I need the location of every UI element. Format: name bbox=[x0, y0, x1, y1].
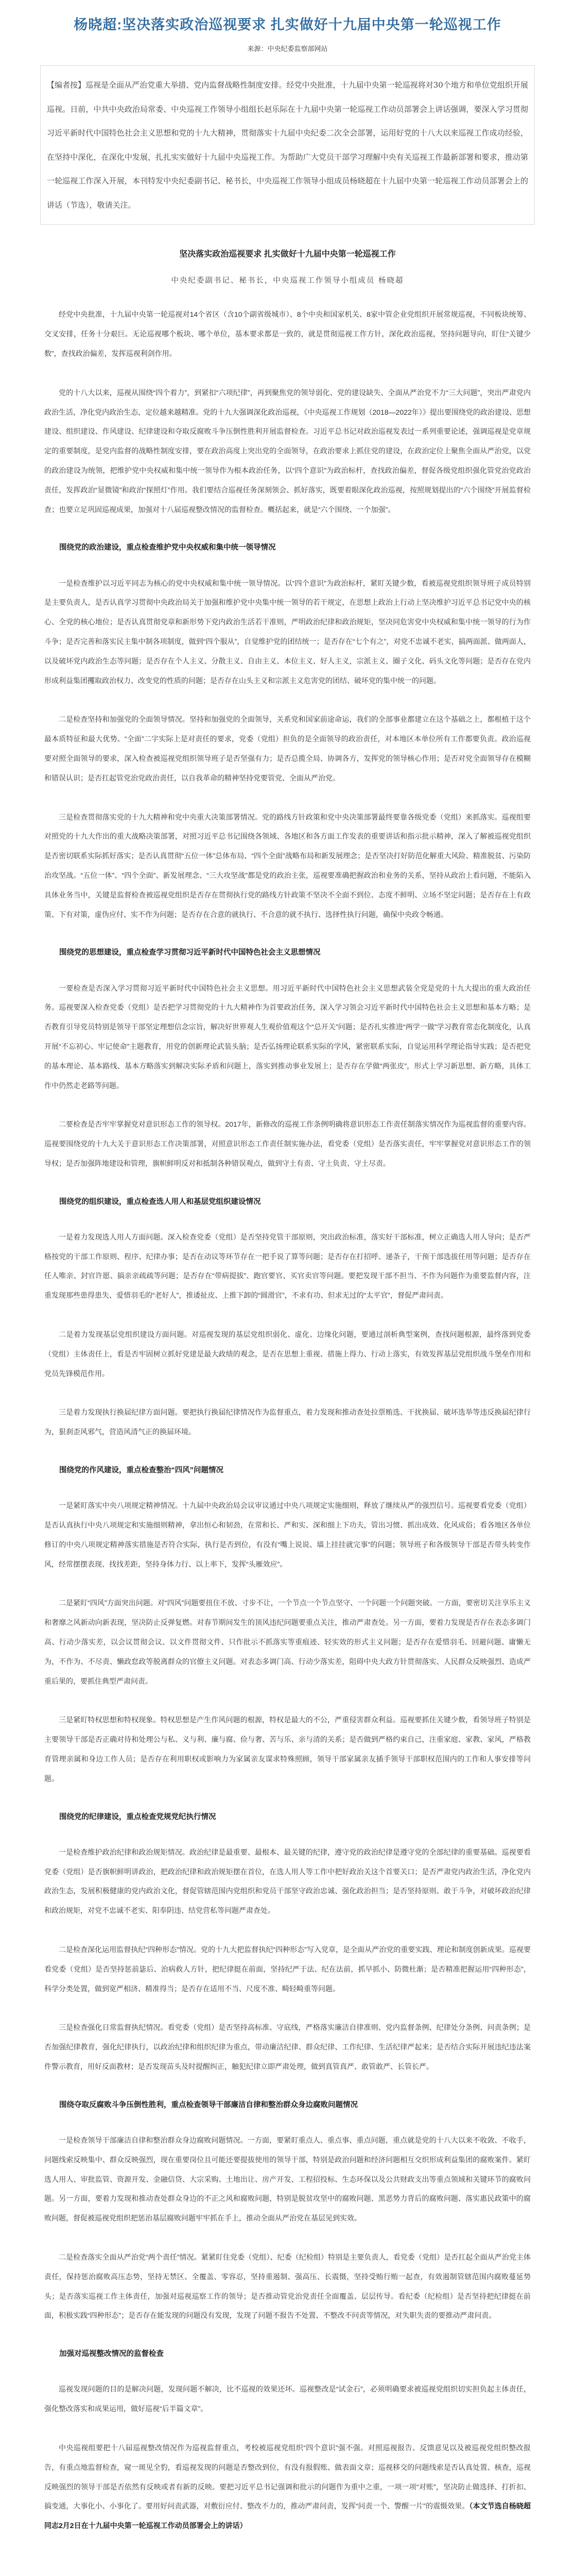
section-heading: 围绕党的组织建设，重点检查选人用人和基层党组织建设情况 bbox=[59, 1197, 261, 1206]
article-heading: 坚决落实政治巡视要求 扎实做好十九届中央第一轮巡视工作 bbox=[179, 250, 396, 259]
paragraph: 三是检查贯彻落实党的十九大精神和党中央重大决策部署情况。党的路线方针政策和党中央决策部署最终要靠各级党委（党组）来抓落实。巡视组要对照党的十九大作出的重大战略决策部署，对照习近平总书记围绕各领域、各地区和各方面工作发表的重要讲话和指示批示精神，深入了解被巡视党组织是否密切联系实际抓好落实；是否认真贯彻“五位一体”总体布局、“四个全面”战略布局和新发展理念；是否坚决打好防范化解重大风险、精准脱贫、污染防治攻坚战。“五位一体”、“四个全面”、新发展理念、“三大攻坚战”都是党的政治主张，巡视要准确把握政治和业务的关系，坚持从政治上看问题，不能陷入具体业务当中，关键是监督检查被巡视党组织是否存在贯彻执行党的路线方针政策不坚决不全面不到位、态度不鲜明、立场不坚定问题；是否存在上有政策、下有对策，虚伪应付、实不作为问题；是否存在合意的就执行、不合意的就不执行、选择性执行问题，确保中央政令畅通。 bbox=[44, 812, 531, 919]
paragraph: 中央巡视组要把十八届巡视整改情况作为巡视监督重点，考校被巡视党组织“四个意识”强不强。对照巡视报告、反馈意见以及被巡视党组织整改报告，有重点地监督检查，窥一斑见全豹，看巡视发现的问题是否整改到位，有没有报假账、做表面文章；巡视移交的问题线索是否认真处置、核查，巡视反映强烈的领导干部是否依然有反映或者有新的反映。要把习近平总书记强调和批示的问题作为重中之重，一项一项“对账”，坚决防止做选择、打折扣、搞变通，大事化小、小事化了。要用好问责武器，对敷衍应付、整改不力的，推动严肃问责，发挥“问责一个、警醒一片”的震慑效果。（本文节选自杨晓超同志2月2日在十九届中央第一轮巡视工作动员部署会上的讲话） bbox=[44, 2443, 531, 2530]
section-heading: 围绕夺取反腐败斗争压倒性胜利，重点检查领导干部廉洁自律和整治群众身边腐败问题情况 bbox=[59, 2100, 358, 2109]
paragraph: 巡视发现问题的目的是解决问题，发现问题不解决，比不巡视的效果还坏。巡视整改是“试金石”，必须明确要求被巡视党组织切实担负起主体责任，强化整改落实和成果运用，做好巡视“后半篇文章”。 bbox=[44, 2385, 531, 2413]
paragraph: 二是检查坚持和加强党的全面领导情况。坚持和加强党的全面领导，关系党和国家前途命运，我们的全部事业都建立在这个基础之上，都根植于这个最本质特征和最大优势。“全面”二字实际上是对责任的要求，党委（党组）担负的是全面领导的政治责任，对本地区本单位所有工作都要负责。政治巡视要对照全面领导的要求，深入检查被巡视党组织领导班子是否坚强有力；是否总揽全局、协调各方，发挥党的领导核心作用；是否对党全面领导存在模糊和错误认识；是否扛起管党治党政治责任，以自我革命的精神坚持党要管党、全面从严治党。 bbox=[44, 715, 531, 782]
paragraph: 二是检查深化运用监督执纪“四种形态”情况。党的十九大把监督执纪“四种形态”写入党章，是全面从严治党的重要实践、理论和制度创新成果。巡视要看党委（党组）是否坚持惩前毖后、治病救人方针，把纪律挺在前面，坚持纪严于法、纪在法前，抓早抓小、防微杜渐；是否精准把握运用“四种形态”，科学分类处置，做到宽严相济、精准得当；是否存在适用不当、尺度不准、畸轻畸重等问题。 bbox=[44, 1945, 531, 1993]
section-heading: 围绕党的作风建设，重点检查整治“四风”问题情况 bbox=[59, 1466, 223, 1475]
paragraph: 一是检查领导干部廉洁自律和整治群众身边腐败问题情况。一方面，要紧盯重点人、重点事、重点问题，重点就是党的十八大以来不收敛、不收手，问题线索反映集中、群众反映强烈，现在重要岗位且可能还要提拔使用的领导干部，特别是政治问题和经济问题相互交织形成利益集团的腐败案件。紧盯选人用人、审批监管、资源开发、金融信贷、大宗采购、土地出让、房产开发、工程招投标、生态环保以及公共财政支出等重点领域和关键环节的腐败问题。另一方面，要着力发现和推动查处群众身边的不正之风和腐败问题，特别是脱贫攻坚中的腐败问题、黑恶势力背后的腐败问题、落实惠民政策中的腐败问题，督促被巡视党组织把惩治基层腐败问题牢牢抓在手上，推动全面从严治党在基层见到实效。 bbox=[44, 2136, 531, 2223]
paragraph: 一是检查维护以习近平同志为核心的党中央权威和集中统一领导情况。以“四个意识”为政治标杆，紧盯关键少数，看被巡视党组织领导班子成员特别是主要负责人，是否认真学习贯彻中央政治局关于加强和维护党中央集中统一领导的若干规定，在思想上政治上行动上坚决维护习近平总书记党中央的核心、全党的核心地位；是否认真贯彻党章和新形势下党内政治生活若干准则，严明政治纪律和政治规矩，坚决同危害党中央权威和集中统一领导的行为作斗争；是否完善和落实民主集中制各项制度，做到“四个服从”，自觉维护党的团结统一；是否存在“七个有之”，对党不忠诚不老实，搞两面派、做两面人，以及破坏党内政治生态等问题；是否存在个人主义、分散主义、自由主义、本位主义、好人主义，宗派主义、圈子文化、码头文化等问题；是否存在党内形成利益集团攫取政治权力、改变党的性质的问题；是否存在山头主义和宗派主义危害党的团结、破坏党的集中统一的问题。 bbox=[44, 579, 531, 685]
page-title: 杨晓超:坚决落实政治巡视要求 扎实做好十九届中央第一轮巡视工作 bbox=[74, 17, 501, 32]
article-byline: 中央纪委副书记、秘书长，中央巡视工作领导小组成员 杨晓超 bbox=[171, 277, 404, 285]
editor-note-box: 【编者按】巡视是全面从严治党重大举措、党内监督战略性制度安排。经党中央批准，十九届中央第一轮巡视将对30个地方和单位党组织开展巡视。日前，中共中央政治局常委、中央巡视工作领导小组组长赵乐际在十九届中央第一轮巡视工作动员部署会上讲话强调，要深入学习贯彻习近平新时代中国特色社会主义思想和党的十九大精神，贯彻落实十九届中央纪委二次全会部署，运用好党的十八大以来巡视工作成功经验，在坚持中深化，在深化中发展，扎扎实实做好十九届中央巡视工作。为帮助广大党员干部学习理解中央有关巡视工作最新部署和要求，推动第一轮巡视工作深入开展，本刊特发中央纪委副书记、秘书长，中央巡视工作领导小组成员杨晓超在十九届中央第一轮巡视工作动员部署会上的讲话（节选），敬请关注。 bbox=[40, 65, 535, 225]
paragraph: 二是检查落实全面从严治党“两个责任”情况。紧紧盯住党委（党组）、纪委（纪检组）特别是主要负责人，看党委（党组）是否扛起全面从严治党主体责任，保持惩治腐败高压态势，坚持无禁区、全覆盖、零容忍，坚持重遏制、强高压、长震慑，坚持受贿行贿一起查，有效遏制管辖范围内腐败蔓延势头；是否落实巡视工作主体责任，加强对巡视巡察工作的领导；是否推动管党治党责任全面覆盖、层层传导。看纪委（纪检组）是否坚持把纪律挺在前面，积极实践“四种形态”；是否存在能发现的问题没有发现，发现了问题不报告不处置、不整改不问责等情况，对失职失责的要推动严肃问责。 bbox=[44, 2252, 531, 2320]
paragraph: 一是检查维护政治纪律和政治规矩情况。政治纪律是最重要、最根本、最关键的纪律，遵守党的政治纪律是遵守党的全部纪律的重要基础。巡视要看党委（党组）是否旗帜鲜明讲政治，把政治纪律和政治规矩摆在首位，在选人用人等工作中把好政治关这个首要关口；是否严肃党内政治生活，净化党内政治生态，发展积极健康的党内政治文化，督促管辖范围内党组织和党员干部坚守政治忠诚、强化政治担当；是否坚持原则、敢于斗争，对破坏政治纪律和政治规矩，对党不忠诚不老实、阳奉阴违、结党营私等问题严肃查处。 bbox=[44, 1848, 531, 1915]
paragraph: 一要检查是否深入学习贯彻习近平新时代中国特色社会主义思想。用习近平新时代中国特色社会主义思想武装全党是党的十九大提出的重大政治任务。巡视要深入检查党委（党组）是否把学习贯彻党的十九大精神作为首要政治任务，深入学习领会习近平新时代中国特色社会主义思想和基本方略；是否教育引导党员特别是领导干部坚定理想信念宗旨，解决好世界观人生观价值观这个“总开关”问题；是否扎实推进“两学一做”学习教育常态化制度化，认真开展“不忘初心、牢记使命”主题教育，用党的创新理论武装头脑；是否弘扬理论联系实际的学风，紧密联系实际，自觉运用科学理论指导实践；是否把党的基本理论、基本路线、基本方略落实到解决实际矛盾和问题上，落实到推动事业发展上；是否存在学做“两张皮”，形式上学习新思想、新方略，具体工作中仍然走老路等问题。 bbox=[44, 984, 531, 1090]
section-heading: 围绕党的政治建设，重点检查维护党中央权威和集中统一领导情况 bbox=[59, 544, 276, 552]
paragraph: 一是紧盯落实中央八项规定精神情况。十九届中央政治局会议审议通过中央八项规定实施细则，释放了继续从严的强烈信号。巡视要看党委（党组）是否认真执行中央八项规定和实施细则精神，拿出恒心和韧劲，在常和长、严和实、深和细上下功夫，管出习惯、抓出成效、化风成俗；看各地区各单位修订的中央八项规定精神落实措施是否符合实际，执行是否到位，有没有“嘴上说说、墙上挂挂就完事”的问题；领导班子和各级领导干部是否带头转变作风，经常摆摆表现、找找差距，坚持身体力行、以上率下，发挥“头雁效应”。 bbox=[44, 1501, 531, 1568]
paragraph: 二是着力发现基层党组织建设方面问题。对巡视发现的基层党组织弱化、虚化、边缘化问题，要通过剖析典型案例，查找问题根源，最终落到党委（党组）主体责任上，看是否牢固树立抓好党建是最大政绩的观念，是否在思想上重视、措施上得力、行动上落实，有效发挥基层党组织战斗堡垒作用和党员先锋模范作用。 bbox=[44, 1330, 531, 1378]
article-body bbox=[44, 305, 531, 2535]
section-heading: 围绕党的纪律建设，重点检查党规党纪执行情况 bbox=[59, 1812, 216, 1821]
paragraph: 二要检查是否牢牢掌握党对意识形态工作的领导权。2017年，新修改的巡视工作条例明确将意识形态工作责任制落实情况作为巡视监督的重要内容。巡视要围绕党的十九大关于意识形态工作决策部署，对照意识形态工作责任制实施办法，看党委（党组）是否落实责任，牢牢掌握党对意识形态工作的领导权；是否加强阵地建设和管理，旗帜鲜明反对和抵制各种错误观点，做到守土有责、守土负责、守土尽责。 bbox=[44, 1120, 531, 1167]
paragraph: 二是紧盯“四风”方面突出问题。对“四风”问题要扭住不放、寸步不让，一个节点一个节点坚守、一个问题一个问题突破。一方面，要密切关注享乐主义和奢靡之风新动向新表现，坚决防止反弹复燃。对春节期间发生的顶风违纪问题要重点关注，推动严肃查处。另一方面，要着力发现是否存在表态多调门高、行动少落实差，以会议贯彻会议、以文件贯彻文件、只作批示不抓落实等重痕迹、轻实效的形式主义问题；是否存在爱惜羽毛、回避问题、庸懒无为，不作为、不尽责、懒政怠政等脱离群众的官僚主义问题。对表态多调门高、行动少落实差，阻碍中央大政方针贯彻落实、人民群众反映强烈、造成严重后果的，要抓住典型严肃问责。 bbox=[44, 1599, 531, 1685]
paragraph: 一是着力发现选人用人方面问题。深入检查党委（党组）是否坚持党管干部原则，突出政治标准，落实好干部标准，树立正确选人用人导向；是否严格按党的干部工作原则、程序、纪律办事；是否在动议等环节存在一把手说了算等问题；是否存在打招呼、递条子，干预干部选拔任用等问题；是否存在任人唯亲、封官许愿、搞亲亲疏疏等问题；是否存在“带病提拔”、跑官要官、买官卖官等问题。要把发现干部不担当、不作为问题作为重要监督内容，注重发现那些患得患失、爱惜羽毛的“老好人”，推诿扯皮、上推下卸的“圆滑官”，不求有功、但求无过的“太平官”，督促严肃问责。 bbox=[44, 1232, 531, 1300]
section-heading: 围绕党的思想建设，重点检查学习贯彻习近平新时代中国特色社会主义思想情况 bbox=[59, 948, 321, 957]
paragraph: 党的十八大以来，巡视从围绕“四个着力”，到紧扣“六项纪律”，再到聚焦党的领导弱化、党的建设缺失、全面从严治党不力“三大问题”，突出严肃党内政治生活，净化党内政治生态，定位越来越精准。党的十九大强调深化政治巡视，《中央巡视工作规划（2018—2022年）》提出要围绕党的政治建设、思想建设、组织建设、作风建设、纪律建设和夺取反腐败斗争压倒性胜利开展监督检查。习近平总书记对政治巡视发表过一系列重要论述，强调巡视是党章规定的重要制度，是党内监督的战略性制度安排，要在政治高度上突出党的全面领导，在政治要求上抓住党的建设，在政治定位上聚焦全面从严治党，以党的政治建设为统领，把维护党中央权威和集中统一领导作为根本政治任务，以“四个意识”为政治标杆，查找政治偏差，督促各级党组织强化管党治党政治责任，发挥政治“显微镜”和政治“探照灯”作用。我们要结合巡视任务深刻领会、抓好落实，既要着眼深化政治巡视，按照规划提出的“六个围绕”开展监督检查；也要立足巩固巡视成果，加强对十八届巡视整改情况的监督检查。概括起来，就是“六个围绕、一个加强”。 bbox=[44, 388, 531, 514]
paragraph: 三是着力发现执行换届纪律方面问题。要把执行换届纪律情况作为监督重点，着力发现和推动查处拉票贿选、干扰换届、破坏选举等违反换届纪律行为，狠刹歪风邪气，营造风清气正的换届环境。 bbox=[44, 1408, 531, 1436]
paragraph: 经党中央批准，十九届中央第一轮巡视对14个省区（含10个副省级城市）、8个中央和国家机关、8家中管企业党组织开展常规巡视，不同板块统筹、交叉安排，任务十分艰巨。无论巡视哪个板块、哪个单位，基本要求都是一致的，就是贯彻巡视工作方针，深化政治巡视，坚持问题导向，盯住“关键少数”，查找政治偏差，发挥巡视利剑作用。 bbox=[44, 310, 531, 358]
paragraph: 三是紧盯特权思想和特权现象。特权思想是产生作风问题的根源，特权是最大的不公，严重侵害群众利益。巡视要抓住关键少数，看领导班子特别是主要领导干部是否正确对待和处理公与私、义与利、廉与腐、俭与奢、苦与乐、亲与清的关系；是否做到严格约束自己，注重家庭、家教、家风，严格教育管理亲属和身边工作人员；是否存在利用职权或影响力为家属亲友谋求特殊照顾，领导干部家属亲友插手领导干部职权范围内的工作和人事安排等问题。 bbox=[44, 1716, 531, 1783]
paragraph: 三是检查强化日常监督执纪情况。看党委（党组）是否坚持高标准、守底线，严格落实廉洁自律准则、党内监督条例、纪律处分条例、问责条例；是否加强纪律教育，强化纪律执行，以政治纪律和组织纪律为重点，带动廉洁纪律、群众纪律、工作纪律、生活纪律严起来；是否结合实际开展违纪违法案件警示教育，用好反面教材；是否发现苗头及时提醒纠正，触犯纪律立即严肃处理，做到真管真严、敢管敢严、长管长严。 bbox=[44, 2023, 531, 2071]
excerpt-note: （本文节选自杨晓超同志2月2日在十九届中央第一轮巡视工作动员部署会上的讲话） bbox=[44, 2502, 531, 2530]
section-heading: 加强对巡视整改情况的监督检查 bbox=[59, 2350, 164, 2359]
source-line: 来源：中央纪委监察部网站 bbox=[247, 45, 328, 53]
